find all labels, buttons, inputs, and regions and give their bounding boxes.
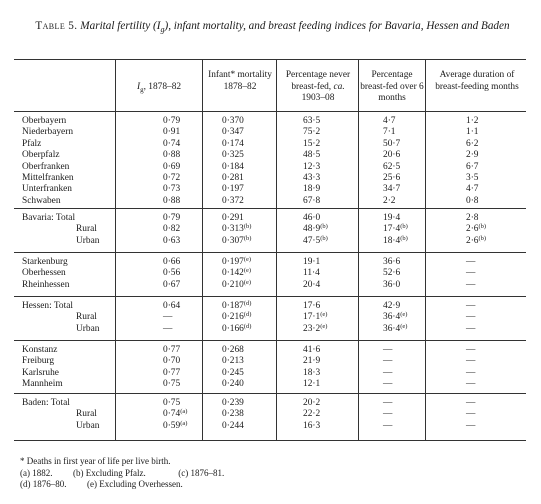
cell-breast-fed-6-months: 2·2 [383,195,396,206]
footnote: * Deaths in first year of life per live birth. [20,456,171,466]
cell-infant-mortality: 0·184 [222,161,244,172]
cell-breast-fed-6-months: 52·6 [383,268,401,279]
cell-infant-mortality: $0\cdot 307^{(b)}$ [222,234,252,246]
row-sublabel: Rural [76,312,97,323]
cell-average-duration: 1·2 [466,116,479,126]
cell-infant-mortality: 0·291 [222,213,244,223]
cell-never-breast-fed: 67·8 [303,195,321,206]
cell-breast-fed-6-months: — [383,345,393,355]
footnote: (a) 1882. [20,467,53,478]
table-title: Marital fertility $(I_g)$, infant mortality, and breast feeding indices for Bavaria, Hessen and Baden [80,20,510,35]
row-label: Mittelfranken [22,173,74,183]
table-row [0,224,541,235]
cell-breast-fed-6-months: — [383,409,393,420]
cell-infant-mortality: 0·213 [222,356,244,367]
column-header-average-duration: Average duration of breast-feeding months [435,70,519,92]
cell-infant-mortality: $0\cdot 313^{(b)}$ [222,223,252,235]
cell-average-duration: — [466,356,476,367]
cell-average-duration: $2\cdot 6^{(b)}$ [466,234,487,246]
table-row [0,127,541,138]
row-label: Oberbayern [22,116,67,126]
cell-never-breast-fed: $17\cdot 1^{(e)}$ [303,311,328,323]
cell-average-duration: 2·9 [466,150,479,161]
column-header-breast-fed-6-months: Percentage breast-fed over 6 months [360,70,424,103]
cell-ig: 0·82 [163,224,181,235]
table-row [0,196,541,207]
cell-ig: 0·88 [163,150,181,161]
row-label: Mannheim [22,379,63,390]
cell-average-duration: — [466,345,476,355]
cell-never-breast-fed: 16·3 [303,420,321,431]
row-sublabel: Rural [76,409,97,420]
cell-never-breast-fed: 17·6 [303,301,321,311]
cell-breast-fed-6-months: — [383,367,393,378]
row-sublabel: Urban [76,323,100,334]
cell-never-breast-fed: 63·5 [303,116,321,126]
cell-never-breast-fed: 12·1 [303,379,321,390]
cell-breast-fed-6-months: 19·4 [383,213,401,223]
footnote-line [20,468,224,480]
column-header-ig: $I_g$, 1878–82 [136,82,182,94]
cell-infant-mortality: 0·239 [222,398,244,408]
cell-infant-mortality: 0·197 [222,184,244,195]
row-sublabel: Rural [76,224,97,235]
cell-never-breast-fed: 19·1 [303,257,321,267]
cell-never-breast-fed: 43·3 [303,173,321,183]
cell-never-breast-fed: $47\cdot 5^{(b)}$ [303,234,328,246]
cell-average-duration: $2\cdot 6^{(b)}$ [466,223,487,235]
cell-never-breast-fed: 20·4 [303,279,321,290]
cell-infant-mortality: 0·244 [222,420,244,431]
cell-breast-fed-6-months: 25·6 [383,173,401,183]
cell-ig: — [163,323,173,334]
cell-never-breast-fed: 20·2 [303,398,321,408]
footnotes [20,456,224,491]
cell-never-breast-fed: $23\cdot 2^{(e)}$ [303,322,328,334]
cell-breast-fed-6-months: $36\cdot 4^{(e)}$ [383,311,408,323]
cell-ig: $0\cdot 74^{(a)}$ [163,408,188,420]
footnote: (d) 1876–80. [20,479,67,489]
cell-breast-fed-6-months: $36\cdot 4^{(e)}$ [383,322,408,334]
table-row [0,257,541,268]
row-label: Rheinhessen [22,279,70,290]
cell-ig: 0·79 [163,213,181,223]
group-rule [14,208,526,209]
cell-never-breast-fed: 41·6 [303,345,321,355]
bottom-rule [14,440,526,441]
cell-breast-fed-6-months: $18\cdot 4^{(b)}$ [383,234,408,246]
cell-infant-mortality: $0\cdot 216^{(d)}$ [222,311,252,323]
footnote: (e) Excluding Overhessen. [87,479,183,489]
cell-infant-mortality: $0\cdot 197^{(e)}$ [222,256,252,267]
cell-never-breast-fed: 15·2 [303,138,321,149]
cell-ig: 0·91 [163,127,181,138]
table-row [0,312,541,323]
cell-infant-mortality: 0·281 [222,173,244,183]
footnote-line [20,479,224,491]
cell-ig: 0·75 [163,379,181,390]
table-row [0,421,541,432]
cell-average-duration: 2·8 [466,213,479,223]
cell-breast-fed-6-months: — [383,356,393,367]
cell-infant-mortality: $0\cdot 187^{(d)}$ [222,300,252,311]
cell-breast-fed-6-months: — [383,398,393,408]
column-header-never-breast-fed: Percentage never breast-fed, ca. 1903–08 [285,70,351,103]
table-row [0,236,541,247]
cell-ig: 0·73 [163,184,181,195]
cell-infant-mortality: 0·370 [222,116,244,126]
row-label: Karlsruhe [22,367,59,378]
group-rule [14,340,526,341]
table-row [0,162,541,173]
cell-breast-fed-6-months: — [383,379,393,390]
group-rule [14,252,526,253]
cell-ig: 0·75 [163,398,181,408]
row-label: Oberhessen [22,268,66,279]
table-row [0,150,541,161]
table-row [0,345,541,356]
table-caption [20,18,525,38]
footnote-line [20,456,224,468]
cell-breast-fed-6-months: 7·1 [383,127,396,138]
cell-average-duration: — [466,268,476,279]
cell-breast-fed-6-months: 36·0 [383,279,401,290]
cell-average-duration: — [466,301,476,311]
row-sublabel: Urban [76,235,100,246]
row-label: Freiburg [22,356,55,367]
cell-ig: — [163,312,173,323]
cell-ig: 0·74 [163,138,181,149]
cell-ig: $0\cdot 59^{(a)}$ [163,419,188,431]
cell-ig: 0·77 [163,367,181,378]
cell-never-breast-fed: 11·4 [303,268,320,279]
cell-ig: 0·69 [163,161,181,172]
cell-infant-mortality: 0·174 [222,138,244,149]
cell-average-duration: — [466,367,476,378]
cell-ig: 0·66 [163,257,181,267]
cell-never-breast-fed: 18·9 [303,184,321,195]
row-sublabel: Urban [76,420,100,431]
cell-breast-fed-6-months: 62·5 [383,161,401,172]
table-row [0,409,541,420]
table-row [0,280,541,291]
cell-breast-fed-6-months: $17\cdot 4^{(b)}$ [383,223,408,235]
cell-never-breast-fed: 48·5 [303,150,321,161]
cell-breast-fed-6-months: 50·7 [383,138,401,149]
row-label: Oberpfalz [22,150,60,161]
group-rule [14,296,526,297]
cell-breast-fed-6-months: — [383,420,393,431]
row-label: Schwaben [22,195,61,206]
cell-breast-fed-6-months: 34·7 [383,184,401,195]
cell-breast-fed-6-months: 36·6 [383,257,401,267]
table-row [0,213,541,224]
row-label: Konstanz [22,345,58,355]
top-rule [14,59,526,60]
table-row [0,173,541,184]
cell-ig: 0·70 [163,356,181,367]
cell-infant-mortality: 0·268 [222,345,244,355]
cell-infant-mortality: 0·238 [222,409,244,420]
table-row [0,368,541,379]
cell-infant-mortality: 0·240 [222,379,244,390]
cell-average-duration: — [466,257,476,267]
cell-average-duration: 1·1 [466,127,479,138]
row-label: Hessen: Total [22,301,73,311]
table-row [0,139,541,150]
cell-average-duration: 6·2 [466,138,479,149]
cell-ig: 0·77 [163,345,181,355]
cell-average-duration: — [466,279,476,290]
row-label: Unterfranken [22,184,72,195]
cell-average-duration: — [466,312,476,323]
cell-average-duration: 6·7 [466,161,479,172]
footnote: (b) Excluding Pfalz. [73,467,146,478]
footnote: (c) 1876–81. [178,467,225,478]
table-row [0,398,541,409]
cell-average-duration: — [466,379,476,390]
cell-average-duration: — [466,420,476,431]
header-rule [14,111,526,112]
cell-ig: 0·67 [163,279,181,290]
table-row [0,324,541,335]
row-label: Baden: Total [22,398,70,408]
row-label: Pfalz [22,138,42,149]
cell-average-duration: 4·7 [466,184,479,195]
cell-infant-mortality: $0\cdot 166^{(d)}$ [222,322,252,334]
cell-breast-fed-6-months: 42·9 [383,301,401,311]
cell-never-breast-fed: 22·2 [303,409,321,420]
cell-infant-mortality: $0\cdot 210^{(e)}$ [222,278,252,290]
cell-never-breast-fed: 18·3 [303,367,321,378]
group-rule [14,393,526,394]
cell-infant-mortality: 0·325 [222,150,244,161]
table-row [0,379,541,390]
cell-average-duration: — [466,409,476,420]
table-row [0,116,541,127]
cell-ig: 0·79 [163,116,181,126]
table-row [0,268,541,279]
table-row [0,356,541,367]
cell-ig: 0·63 [163,235,181,246]
row-label: Oberfranken [22,161,70,172]
cell-infant-mortality: 0·245 [222,367,244,378]
cell-ig: 0·88 [163,195,181,206]
cell-infant-mortality: 0·347 [222,127,244,138]
table-number: Table 5. [35,20,78,32]
table-row [0,301,541,312]
column-header-infant-mortality: Infant* mortality 1878–82 [208,70,272,92]
cell-breast-fed-6-months: 20·6 [383,150,401,161]
cell-average-duration: 3·5 [466,173,479,183]
cell-average-duration: 0·8 [466,195,479,206]
row-label: Bavaria: Total [22,213,76,223]
cell-infant-mortality: $0\cdot 142^{(e)}$ [222,267,252,279]
cell-ig: 0·72 [163,173,181,183]
row-label: Niederbayern [22,127,74,138]
cell-never-breast-fed: 46·0 [303,213,321,223]
table-row [0,184,541,195]
cell-never-breast-fed: 21·9 [303,356,321,367]
row-label: Starkenburg [22,257,68,267]
cell-never-breast-fed: 75·2 [303,127,321,138]
cell-never-breast-fed: 12·3 [303,161,321,172]
cell-average-duration: — [466,398,476,408]
cell-breast-fed-6-months: 4·7 [383,116,396,126]
cell-infant-mortality: 0·372 [222,195,244,206]
cell-ig: 0·56 [163,268,181,279]
cell-never-breast-fed: $48\cdot 9^{(b)}$ [303,223,328,235]
cell-average-duration: — [466,323,476,334]
cell-ig: 0·64 [163,301,181,311]
